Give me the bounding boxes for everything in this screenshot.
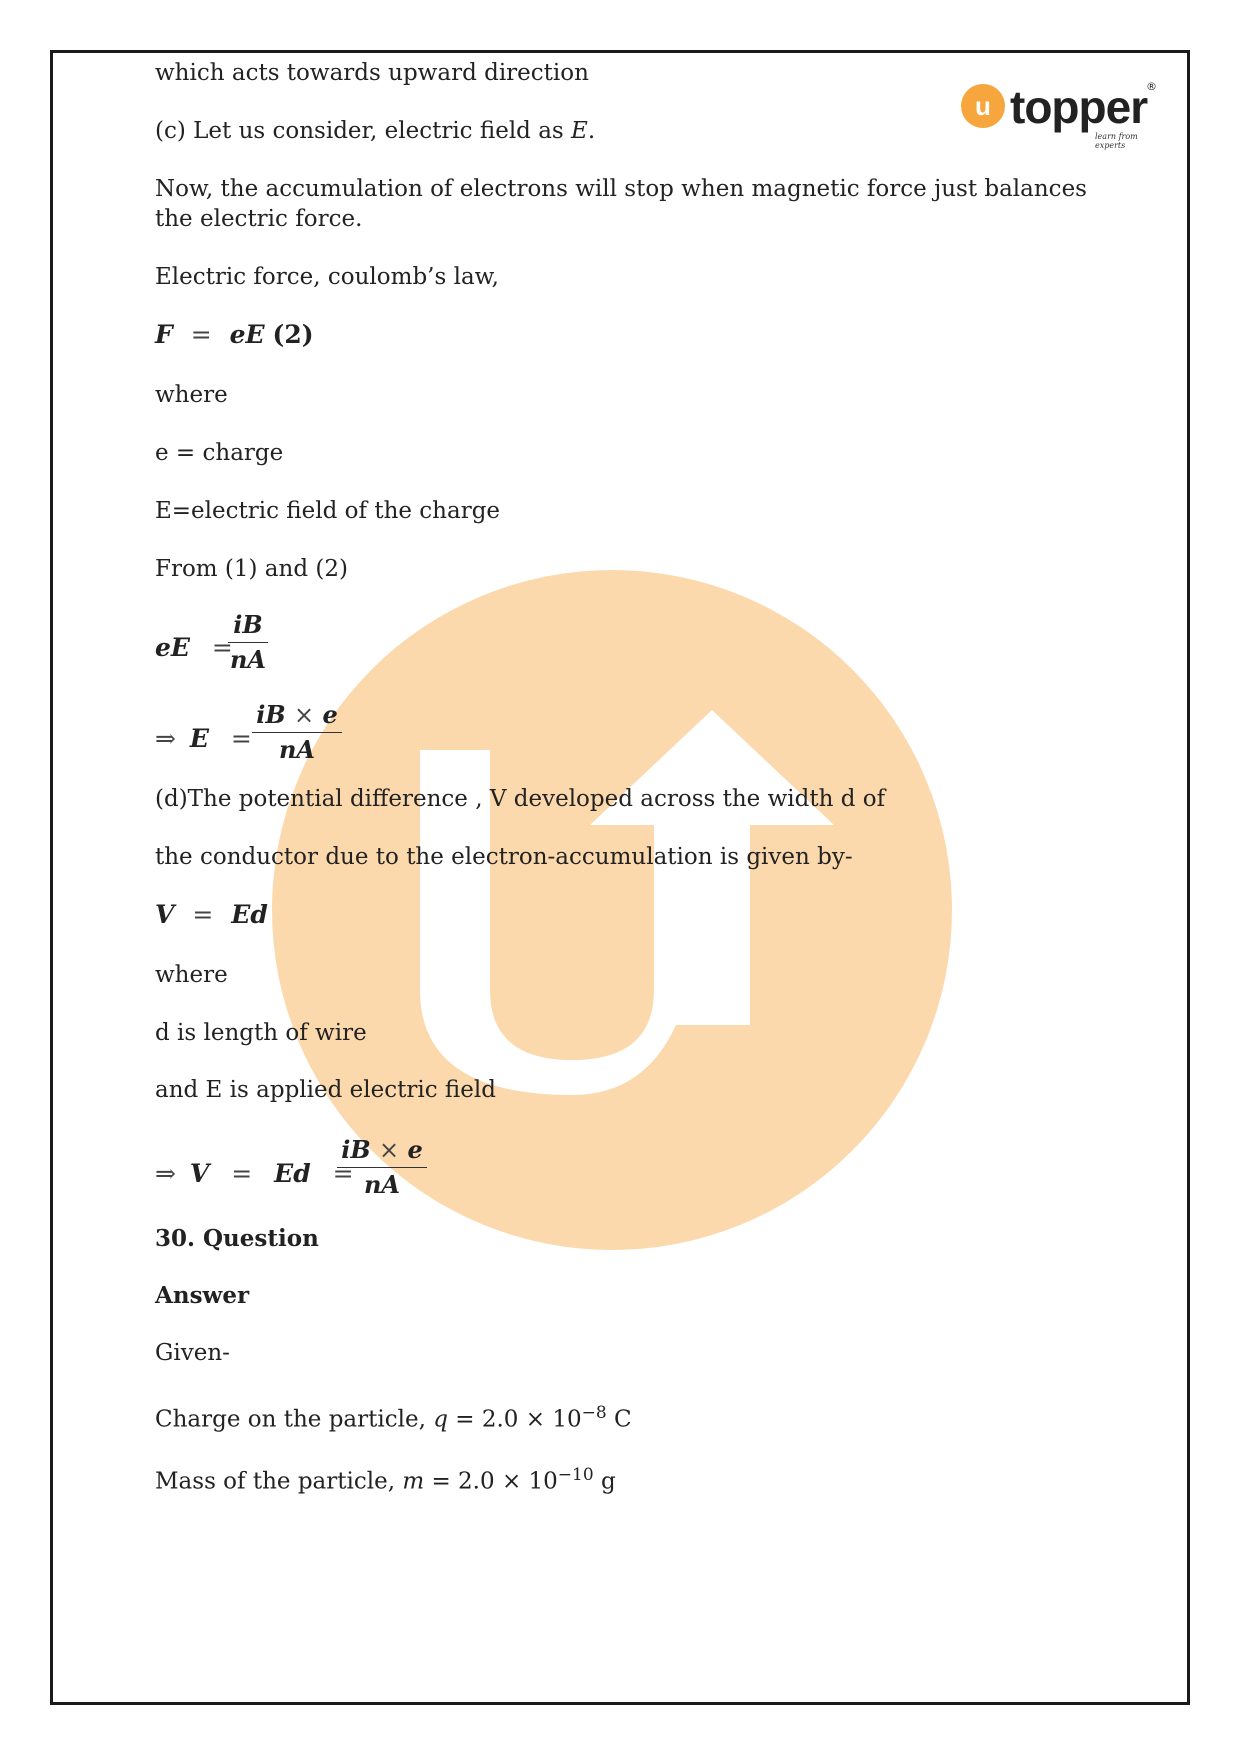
equation-force: F = eE (2) bbox=[155, 320, 314, 349]
paragraph-line: the conductor due to the electron-accumulation is given by- bbox=[155, 844, 853, 870]
paragraph-line: e = charge bbox=[155, 440, 284, 466]
topper-logo-icon bbox=[960, 83, 1006, 129]
logo-mark: u bbox=[975, 91, 991, 121]
paragraph-line: and E is applied electric field bbox=[155, 1077, 496, 1103]
paragraph-line: E=electric field of the charge bbox=[155, 498, 501, 524]
question-heading: 30. Question bbox=[155, 1225, 319, 1252]
paragraph-line: which acts towards upward direction bbox=[155, 60, 589, 86]
paragraph-line: Electric force, coulomb’s law, bbox=[155, 264, 499, 290]
math-var: E bbox=[571, 118, 588, 144]
fraction: iB nA bbox=[229, 610, 267, 674]
paragraph-line: Given- bbox=[155, 1340, 230, 1366]
paragraph-line: where bbox=[155, 962, 228, 988]
registered-mark: ® bbox=[1146, 80, 1157, 93]
paragraph-line: (c) Let us consider, electric field as E. bbox=[155, 118, 596, 144]
paragraph-line: (d)The potential difference , V developed across the width d of bbox=[155, 786, 886, 812]
equation-ee: eE = bbox=[155, 633, 233, 662]
paragraph-line: the electric force. bbox=[155, 206, 363, 232]
paragraph-line: d is length of wire bbox=[155, 1020, 367, 1046]
answer-heading: Answer bbox=[155, 1282, 250, 1309]
paragraph-line: Now, the accumulation of electrons will stop when magnetic force just balances bbox=[155, 176, 1087, 202]
mass-line: Mass of the particle, $m = 2.0 \times 10^{-10}$ g bbox=[155, 1465, 616, 1495]
logo-tagline: learn from experts bbox=[1095, 132, 1138, 150]
paragraph-line: From (1) and (2) bbox=[155, 556, 348, 582]
equation-v-final: ⇒ V = Ed = bbox=[155, 1159, 354, 1188]
fraction: iB × e nA bbox=[337, 1133, 427, 1202]
paragraph-line: where bbox=[155, 382, 228, 408]
charge-line: Charge on the particle, $q = 2.0 \times 10^{-8}$ C bbox=[155, 1403, 632, 1433]
equation-v: V = Ed bbox=[155, 900, 268, 929]
fraction: iB × e nA bbox=[252, 698, 342, 767]
equation-e: ⇒ E = bbox=[155, 724, 252, 753]
topper-logo bbox=[960, 80, 1160, 150]
logo-name: topper bbox=[1010, 81, 1148, 133]
